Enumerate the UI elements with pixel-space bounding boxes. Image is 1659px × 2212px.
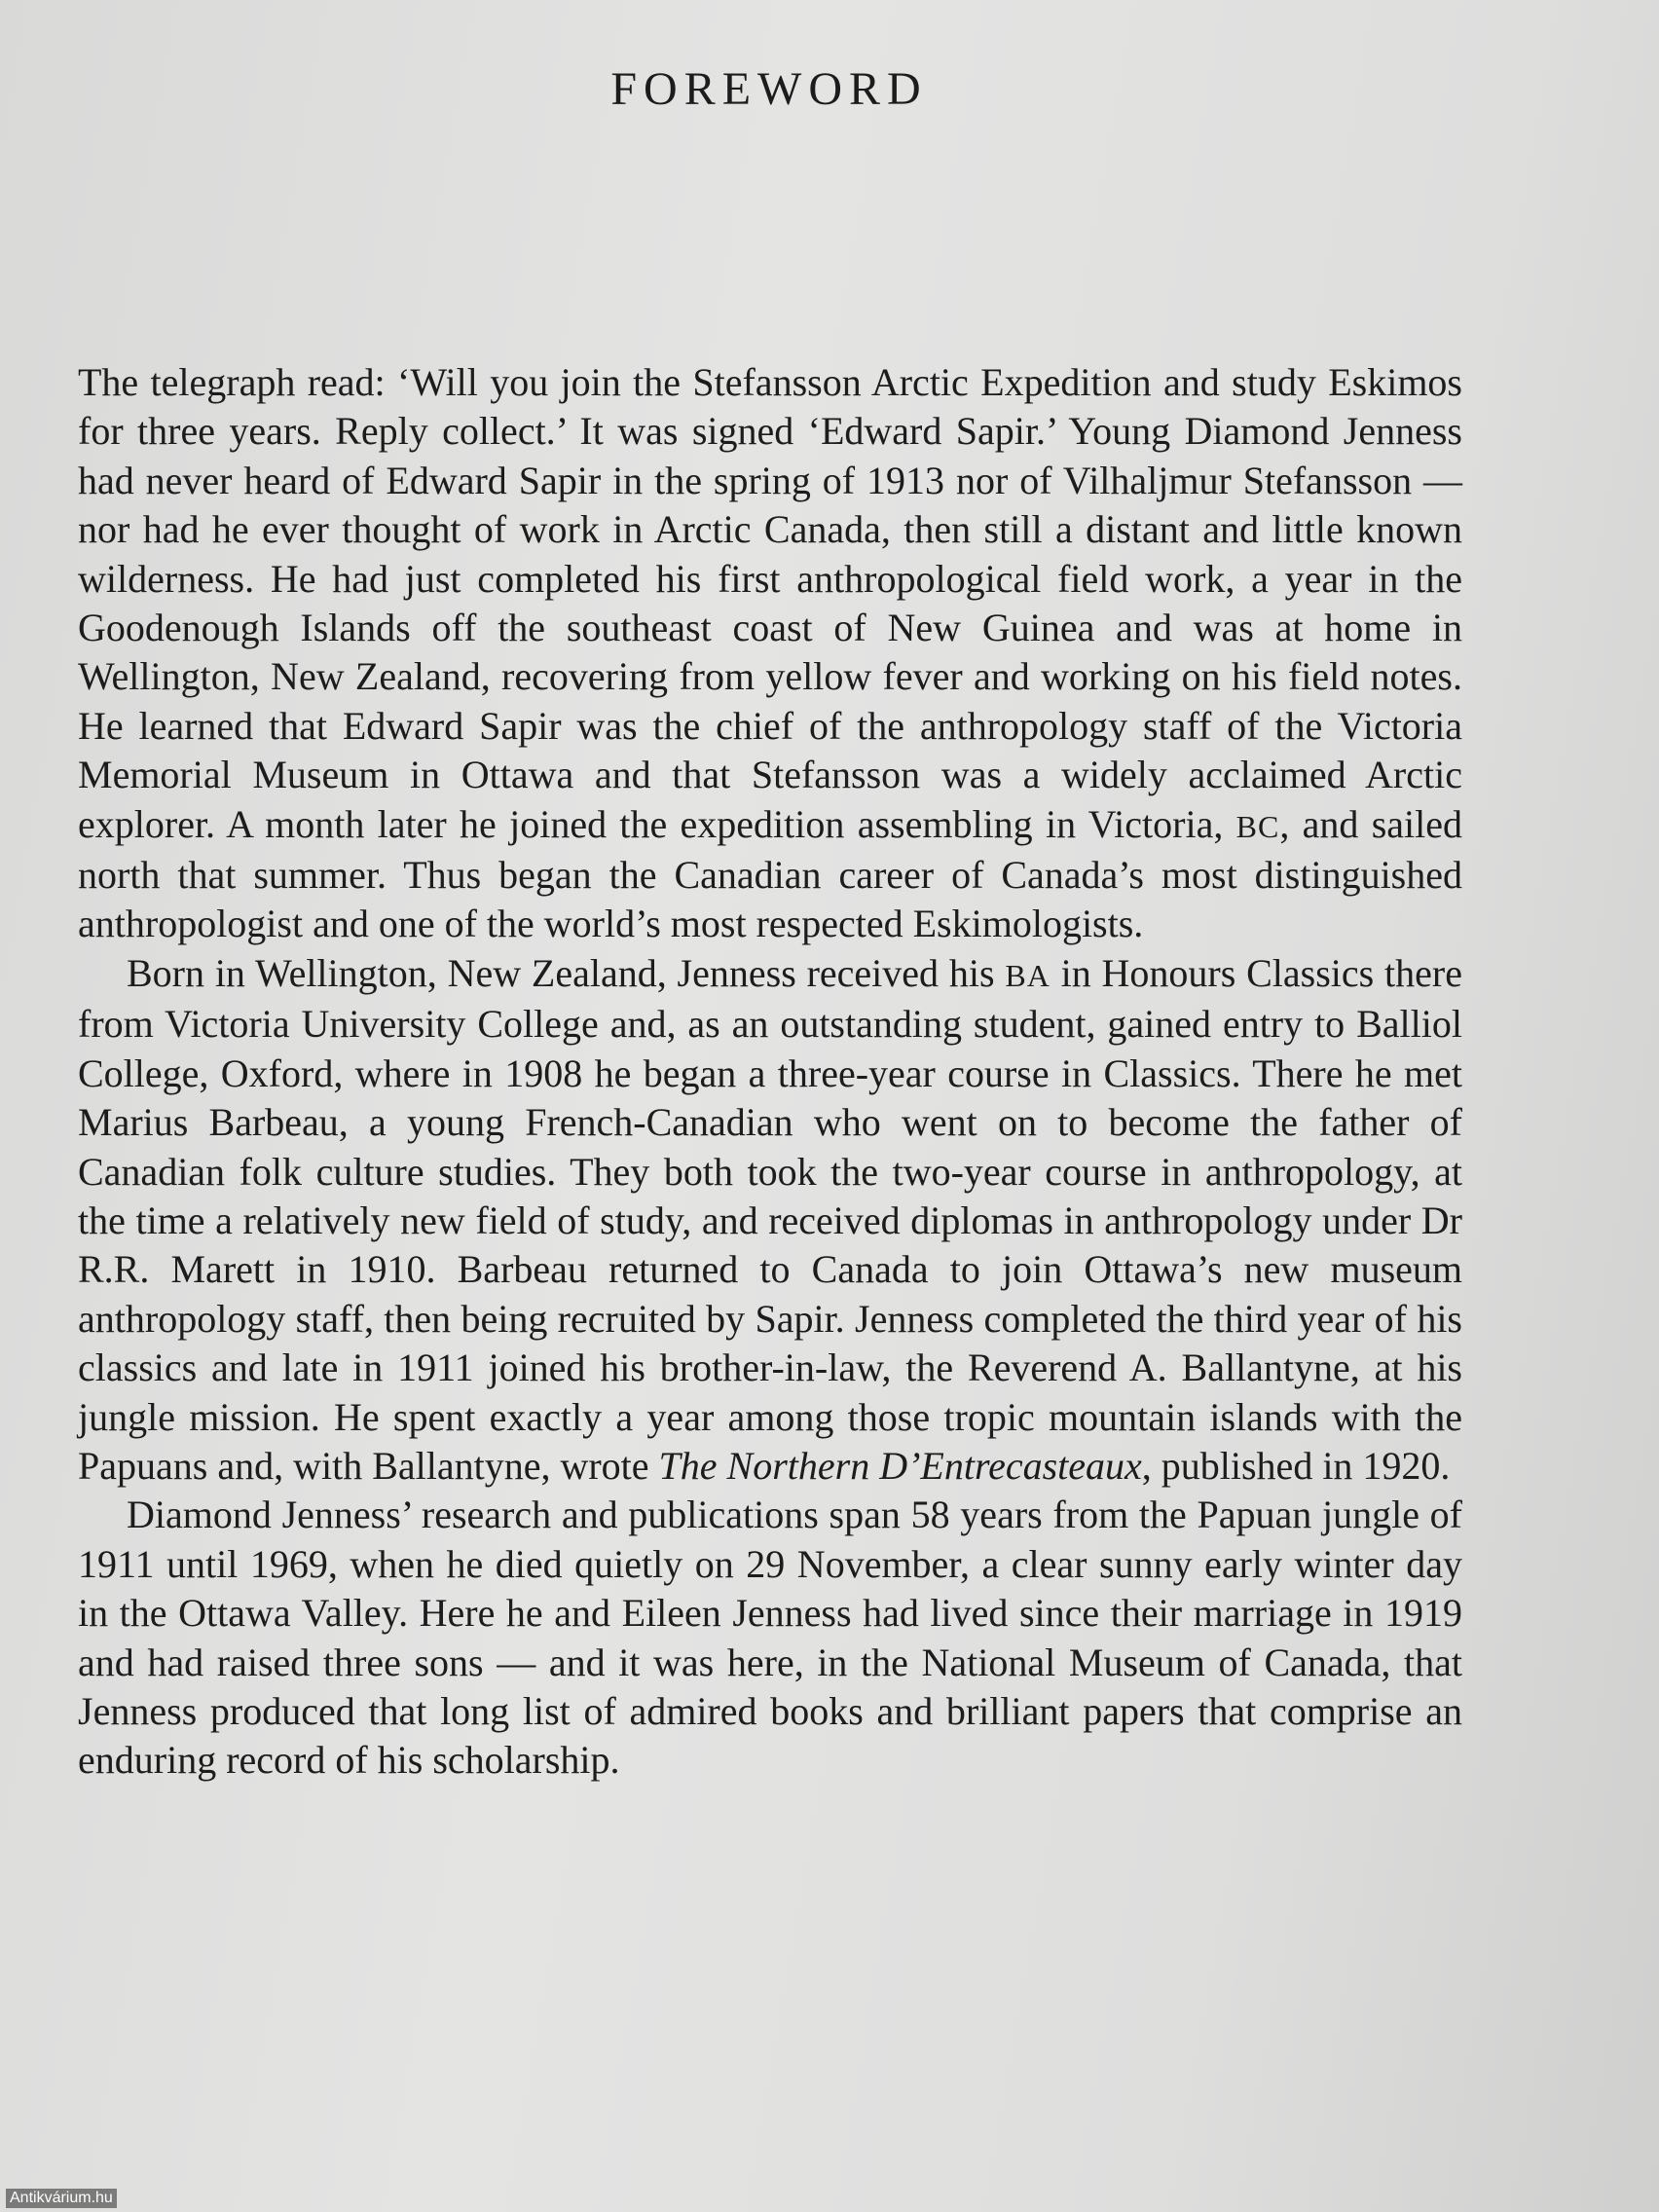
paragraph-3 — [78, 1491, 1462, 1785]
paragraph-2-text-3: , published in 1920. — [1141, 1443, 1451, 1488]
paragraph-2 — [78, 949, 1462, 1491]
paragraph-2-text-2: in Honours Classics there from Victoria University College and, as an outstanding student, gained entry to Balliol College, Oxford, where in 1908 he began a three-year course in Classics. There he met Marius Barbeau, a young French-Canadian who went on to become the father of Canadian folk culture studies. They both took the two-year course in anthropology, at the time a relatively new field of study, and received diplomas in anthropology under Dr R.R. Marett in 1910. Barbeau returned to Canada to join Ottawa’s new museum anthropology staff, then being recruited by Sapir. Jenness completed the third year of his classics and late in 1911 joined his brother-in-law, the Reverend A. Ballantyne, at his jungle mission. He spent exactly a year among those tropic mountain islands with the Papuans and, with Ballantyne, wrote — [78, 950, 1462, 1488]
paragraph-3-text-1: Diamond Jenness’ research and publications span 58 years from the Papuan jungle of 1911 until 1969, when he died quietly on 29 November, a clear sunny early winter day in the Ottawa Valley. Here he and Eileen Jenness had lived since their marriage in 1919 and had raised three sons — and it was here, in the National Museum of Canada, that Jenness produced that long list of admired books and brilliant papers that comprise an enduring record of his scholarship. — [78, 1493, 1462, 1783]
foreword-body — [78, 358, 1462, 1786]
paragraph-1-text-1: The telegraph read: ‘Will you join the Stefansson Arctic Expedition and study Eskimos for three years. Reply collect.’ It was signed ‘Edward Sapir.’ Young Diamond Jenness had never heard of Edward Sapir in the spring of 1913 nor of Vilhaljmur Stefansson — nor had he ever thought of work in Arctic Canada, then still a distant and little known wilderness. He had just completed his first anthropological field work, a year in the Goodenough Islands off the southeast coast of New Guinea and was at home in Wellington, New Zealand, recovering from yellow fever and working on his field notes. He learned that Edward Sapir was the chief of the anthropology staff of the Victoria Memorial Museum in Ottawa and that Stefansson was a widely acclaimed Arctic explorer. A month later he joined the expedition assembling in Victoria, — [78, 360, 1462, 846]
paragraph-1-text-2: , and sailed north that summer. Thus began the Canadian career of Canada’s most distinguished anthropologist and one of the world’s most respected Eskimologists. — [78, 801, 1462, 946]
paragraph-2-text-1: Born in Wellington, New Zealand, Jenness received his — [127, 950, 1006, 995]
paragraph-2-book-title: The Northern D’Entrecasteaux — [658, 1443, 1142, 1488]
paragraph-1-abbrev-bc: BC — [1235, 808, 1280, 844]
paragraph-2-abbrev-ba: BA — [1005, 957, 1051, 993]
paragraph-1 — [78, 358, 1462, 949]
page-title: FOREWORD — [610, 63, 928, 115]
watermark: Antikvárium.hu — [6, 2189, 117, 2208]
